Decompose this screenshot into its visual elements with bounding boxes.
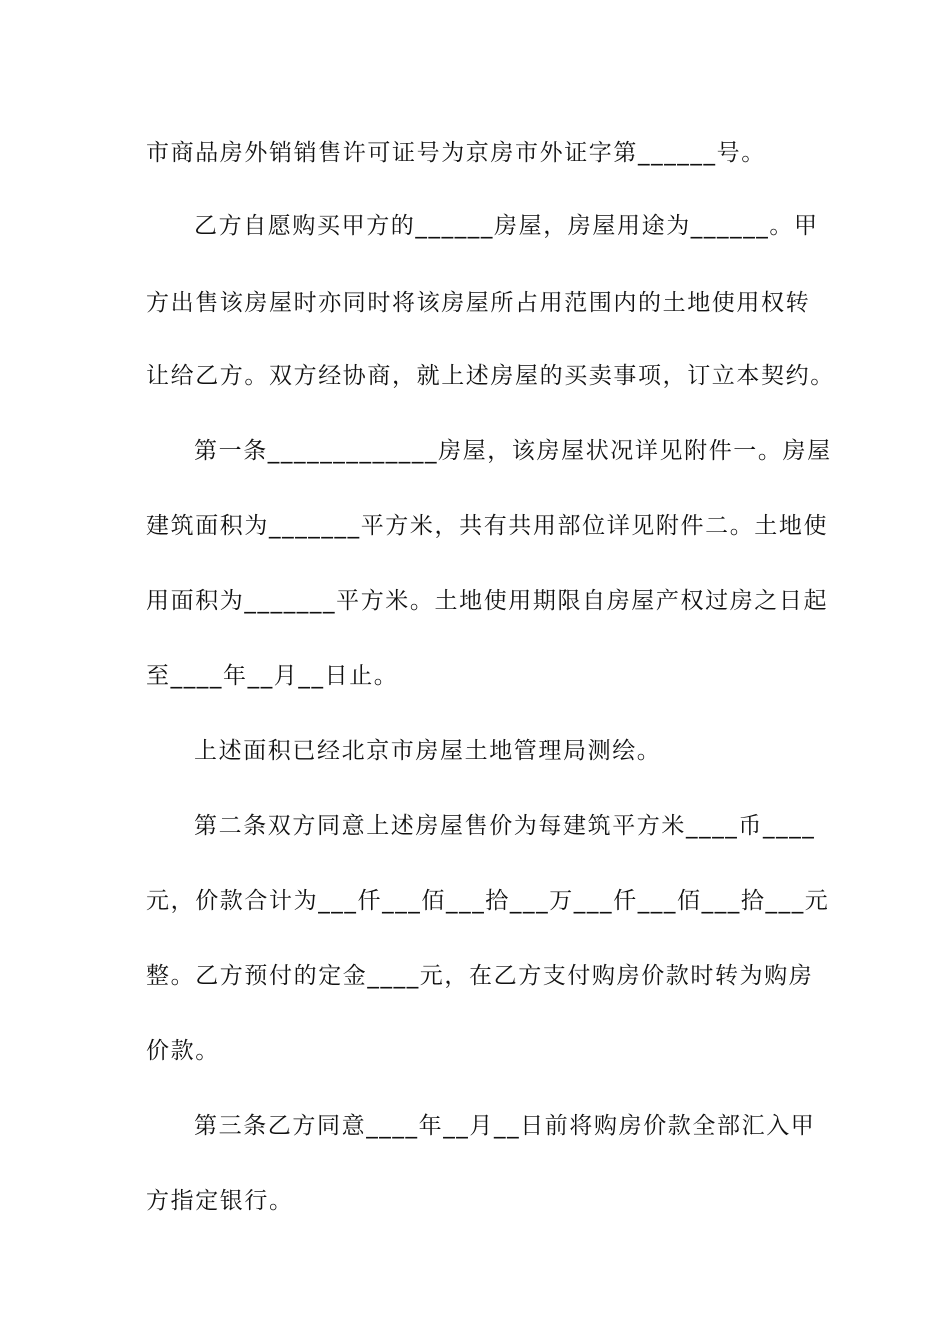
text-line: 让给乙方。双方经协商，就上述房屋的买卖事项，订立本契约。 xyxy=(146,363,835,389)
text-line: 方指定银行。 xyxy=(146,1188,294,1214)
article-2-line: 第二条双方同意上述房屋售价为每建筑平方米____币____ xyxy=(194,813,816,839)
text-line: 价款。 xyxy=(146,1038,220,1064)
article-1-line: 第一条_____________房屋，该房屋状况详见附件一。房屋 xyxy=(194,438,832,464)
text-line: 整。乙方预付的定金____元，在乙方支付购房价款时转为购房 xyxy=(146,963,814,989)
text-line: 元，价款合计为___仟___佰___拾___万___仟___佰___拾___元 xyxy=(146,888,830,914)
paragraph-line: 乙方自愿购买甲方的______房屋，房屋用途为______。甲 xyxy=(194,213,819,239)
text-line: 市商品房外销销售许可证号为京房市外证字第______号。 xyxy=(146,140,766,166)
paragraph-line: 上述面积已经北京市房屋土地管理局测绘。 xyxy=(194,738,662,764)
text-line: 用面积为_______平方米。土地使用期限自房屋产权过房之日起 xyxy=(146,588,829,614)
article-3-line: 第三条乙方同意____年__月__日前将购房价款全部汇入甲 xyxy=(194,1113,816,1139)
text-line: 至____年__月__日止。 xyxy=(146,663,399,689)
text-line: 建筑面积为_______平方米，共有共用部位详见附件二。土地使 xyxy=(146,513,829,539)
text-line: 方出售该房屋时亦同时将该房屋所占用范围内的土地使用权转 xyxy=(146,290,811,316)
